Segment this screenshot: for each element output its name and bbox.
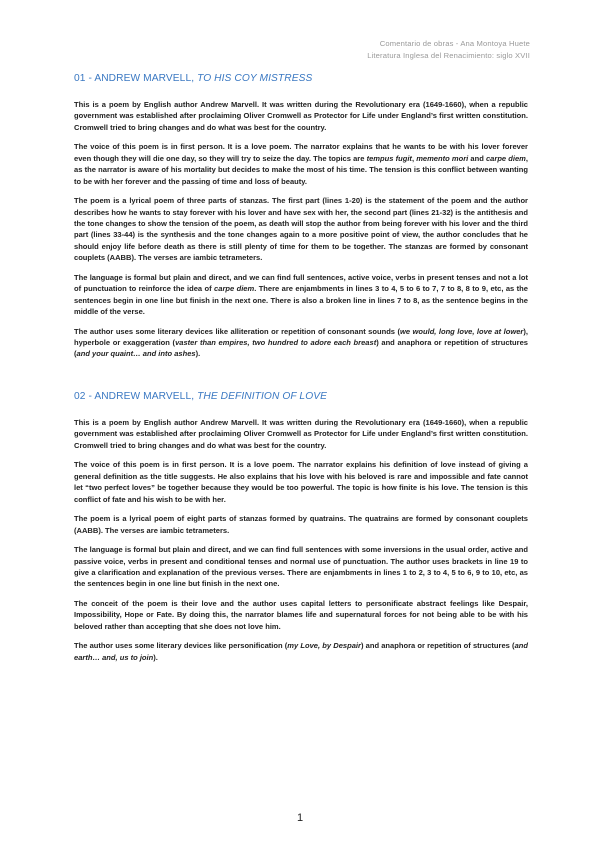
- poem-title: THE DEFINITION OF LOVE: [197, 390, 328, 402]
- paragraph-voice: The voice of this poem is in first person. It is a love poem. The narrator explains his definition of love instead of giving a general definition as the title suggests. He also explains that his love with his beloved is rare and impossible and fate cannot let “two perfect loves” be together because they would be too powerful. The topic is how finite is his love. The tension is this conflict of fate and his wish to be with her.: [74, 460, 528, 504]
- paragraph-structure: The poem is a lyrical poem of three parts of stanzas. The first part (lines 1-20) is the statement of the poem and the author describes how he wants to stay forever with his lover and have sex with her, the second part (lines 21-32) is the antithesis and the tone changes to show the tension of the poem, as death will stop the author from being forever with his lover and the third part (lines 33-44) is the synthesis and the tone changes again to a more positive point of view, the author concludes that he should enjoy life before death as there is still plenty of time for them to be together. The stanzas are formed by consonant couplets (AABB). The verses are iambic tetrameters.: [74, 196, 528, 263]
- section-title-2: 02 - ANDREW MARVELL, THE DEFINITION OF LOVE: [74, 390, 328, 402]
- poem-title: TO HIS COY MISTRESS: [197, 73, 313, 84]
- paragraph-structure: The poem is a lyrical poem of eight parts of stanzas formed by quatrains. The quatrains are formed by consonant couplets (AABB). The verses are iambic tetrameters.: [74, 514, 528, 535]
- paragraph-language: The language is formal but plain and direct, and we can find full sentences, active voice, verbs in present tenses and not a lot of punctuation to reinforce the idea of carpe diem. There are enjambments in lines 3 to 4, 5 to 6 to 7, 7 to 8, 8 to 9, etc, as the sentences begin in one line but finish in the next one. There is also a broken line in lines 7 to 8, as the sentence begins in the middle of the verse.: [74, 272, 528, 317]
- header-course-line: Literatura Inglesa del Renacimiento: siglo XVII: [367, 51, 530, 60]
- running-header: [367, 38, 530, 62]
- paragraph-devices: The author uses some literary devices like alliteration or repetition of consonant sounds (we would, long love, love at lower), hyperbole or exaggeration (vaster than empires, two hundred to adore each breast) and anaphora or repetition of structures (and your quaint… and into ashes).: [74, 326, 528, 359]
- paragraph-voice: The voice of this poem is in first person. It is a love poem. The narrator explains that he wants to be with his lover forever even though they will die one day, so they will try to seize the day. The topics are tempus fugit, memento mori and carpe diem, as the narrator is aware of his mortality but decides to make the most of his time. The tension is this conflict between wanting to be with her forever and the passing of time and loss of beauty.: [74, 142, 528, 186]
- header-author-line: Comentario de obras - Ana Montoya Huete: [379, 39, 530, 48]
- paragraph-context: This is a poem by English author Andrew Marvell. It was written during the Revolutionary era (1649-1660), when a republic government was established after proclaiming Oliver Cromwell as Protector for Life under England’s first written constitution. Cromwell tried to bring changes and do what was best for the country.: [74, 417, 528, 450]
- section-title-1: 01 - ANDREW MARVELL, TO HIS COY MISTRESS: [74, 73, 313, 84]
- paragraph-devices: The author uses some literary devices like personification (my Love, by Despair) and anaphora or repetition of structures (and earth… and, us to join).: [74, 641, 528, 662]
- paragraph-context: This is a poem by English author Andrew Marvell. It was written during the Revolutionary era (1649-1660), when a republic government was established after proclaiming Oliver Cromwell as Protector for Life under England’s first written constitution. Cromwell tried to bring changes and do what was best for the country.: [74, 100, 528, 132]
- paragraph-conceit: The conceit of the poem is their love and the author uses capital letters to personificate abstract feelings like Despair, Impossibility, Hope or Fate. By doing this, the narrator blames life and supernatural forces for not being able to be with his beloved rather than accepting that she does not love him.: [74, 598, 528, 631]
- page-number: 1: [296, 812, 304, 824]
- paragraph-language: The language is formal but plain and direct, and we can find full sentences with some inversions in the usual order, active and passive voice, verbs in present and conditional tenses and normal use of punctuation. The author uses brackets in line 19 to give a clarification and explanation of the previous verses. There are enjambments in lines 1 to 2, 3 to 4, 5 to 6, 9 to 10, etc, as the sentences begin in one line but finish in the next one.: [74, 545, 528, 589]
- document-body: [74, 72, 528, 671]
